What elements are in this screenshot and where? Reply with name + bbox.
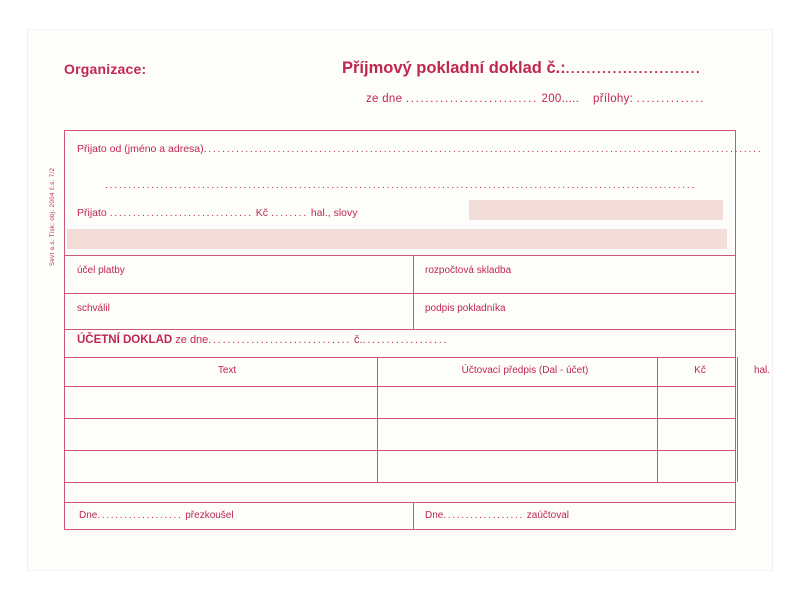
- amount-words-shaded-box-2: [67, 229, 727, 249]
- document-number-dots: ..........................: [565, 61, 702, 76]
- footer-right-role: zaúčtoval: [526, 510, 570, 521]
- amount-dots-2: ........: [270, 207, 308, 219]
- document-title-text: Příjmový pokladní doklad č.:: [342, 59, 566, 77]
- amount-row: [77, 207, 358, 219]
- accounting-document-label: ÚČETNÍ DOKLAD: [77, 334, 173, 346]
- accounting-document-line: [77, 334, 448, 346]
- rule-vertical-middle: [413, 255, 414, 329]
- footer-left-role: přezkoušel: [185, 510, 234, 521]
- footer-left-dots: ...................: [97, 510, 183, 521]
- budget-item-label: rozpočtová skladba: [425, 265, 512, 276]
- received-from-dots: .........................................................................................................................: [203, 143, 763, 155]
- rule-table-row-3: [65, 482, 735, 483]
- received-from-label: Přijato od (jméno a adresa): [77, 143, 204, 155]
- table-header-text: Text: [217, 365, 237, 376]
- table-header-haler: hal.: [753, 365, 771, 376]
- rule-above-footer: [65, 502, 735, 503]
- rule-under-approval-row: [65, 329, 735, 330]
- rule-above-table-header: [65, 357, 735, 358]
- amount-words-shaded-box-1: [469, 200, 723, 220]
- date-prefix: ze dne: [366, 93, 403, 105]
- footer-right-date-label: Dne: [425, 510, 444, 521]
- currency-label: Kč: [255, 207, 269, 219]
- table-header-posting-rule: Účtovací předpis (Dal - účet): [461, 365, 589, 376]
- accounting-number-dots: ..................: [362, 334, 449, 346]
- form-frame: [64, 130, 771, 530]
- date-dots: ...........................: [405, 93, 538, 105]
- table-header-currency: Kč: [694, 365, 706, 376]
- rule-table-row-1: [65, 418, 735, 419]
- rule-table-row-2: [65, 450, 735, 451]
- purpose-label: účel platby: [77, 265, 125, 276]
- accounting-date-prefix: ze dne: [175, 334, 209, 346]
- received-from-row: [77, 143, 762, 155]
- rule-under-table-header: [65, 386, 735, 387]
- attachments-label: přílohy:: [593, 93, 634, 105]
- rule-vertical-table-1: [377, 357, 378, 482]
- rule-under-amount: [65, 255, 735, 256]
- publisher-side-text: Sevt a.s. Tisk: obj. 2004 č.s. 7/2: [50, 167, 56, 266]
- footer-left-line: [79, 510, 234, 521]
- document-date-line: [366, 93, 705, 105]
- form-sheet: [28, 30, 772, 570]
- haler-words-label: hal., slovy: [310, 207, 358, 219]
- footer-left-date-label: Dne: [79, 510, 98, 521]
- amount-dots: ...............................: [109, 207, 253, 219]
- rule-under-purpose-row: [65, 293, 735, 294]
- organization-label: Organizace:: [64, 61, 147, 77]
- rule-vertical-footer: [413, 502, 414, 529]
- year-field: 200.....: [541, 93, 580, 105]
- accounting-date-dots: ..............................: [208, 334, 351, 346]
- approved-by-label: schválil: [77, 303, 110, 314]
- amount-label: Přijato: [77, 207, 107, 219]
- attachments-dots: ..............: [636, 93, 706, 105]
- footer-right-dots: ..................: [443, 510, 524, 521]
- accounting-number-label: č.: [354, 334, 363, 346]
- received-from-second-line-dots: ................................................................................................................................: [105, 179, 697, 191]
- cashier-signature-label: podpis pokladníka: [425, 303, 506, 314]
- footer-right-line: [425, 510, 569, 521]
- document-title: [342, 59, 701, 78]
